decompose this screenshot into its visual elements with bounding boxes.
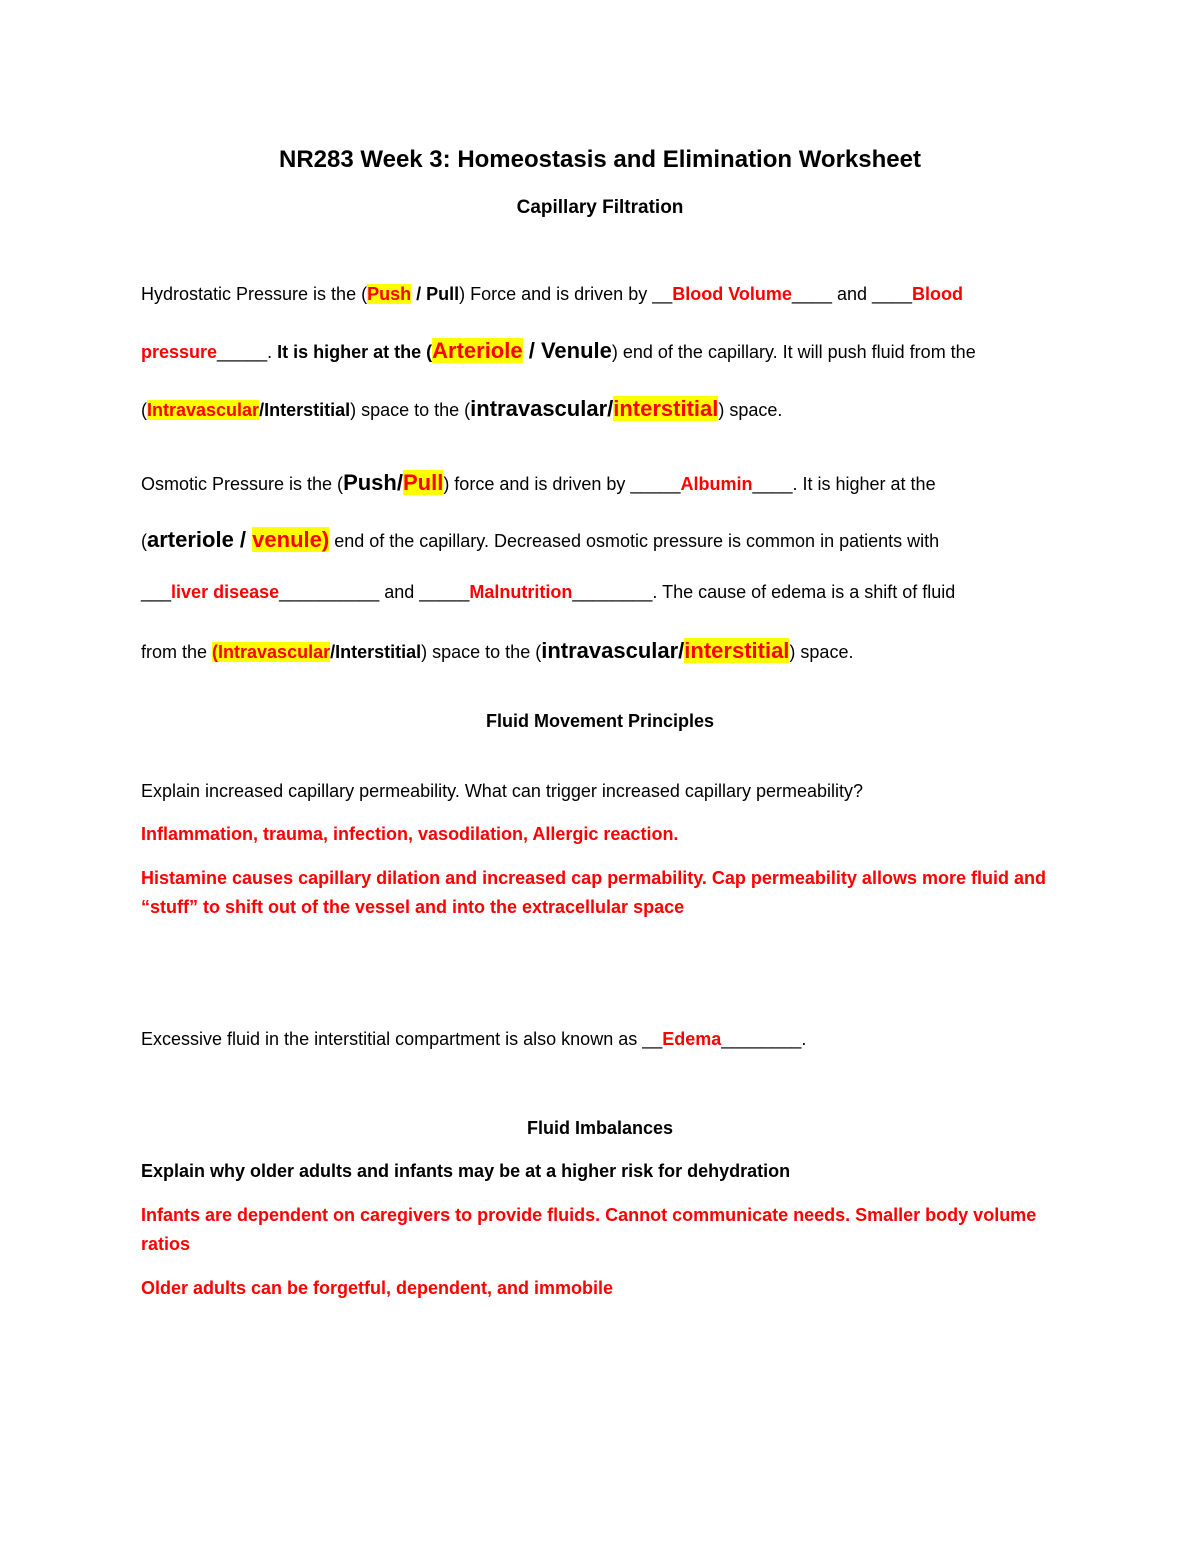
text: ) space to the ( xyxy=(421,642,542,662)
answer-interstitial: interstitial xyxy=(613,396,719,421)
text: from the xyxy=(141,642,213,662)
text: ) end of the capillary. It will push fluid from the xyxy=(611,342,976,362)
option-venule: Venule xyxy=(540,338,612,363)
text: / xyxy=(411,284,427,304)
dehydration-answer-older-adults: Older adults can be forgetful, dependent, and immobile xyxy=(141,1278,614,1298)
option-pull: Pull xyxy=(426,284,460,304)
text: / xyxy=(522,338,541,363)
text: ) space. xyxy=(718,400,783,420)
heading-fluid-movement: Fluid Movement Principles xyxy=(485,711,715,731)
hydrostatic-line-1 xyxy=(141,284,963,306)
option-push: Push/ xyxy=(343,470,403,495)
option-intravascular: intravascular/ xyxy=(541,638,685,663)
osmotic-line-1 xyxy=(141,470,936,496)
text: ________. xyxy=(721,1029,807,1049)
answer-pressure: pressure xyxy=(141,342,218,362)
edema-question xyxy=(141,1029,806,1051)
permeability-answer-1: Inflammation, trauma, infection, vasodilation, Allergic reaction. xyxy=(141,824,679,844)
answer-interstitial: interstitial xyxy=(684,638,790,663)
answer-blood: Blood xyxy=(912,284,964,304)
answer-edema: Edema xyxy=(662,1029,722,1049)
text: / xyxy=(330,642,336,662)
heading-capillary-filtration: Capillary Filtration xyxy=(516,197,684,218)
text: ( xyxy=(141,531,147,551)
text: It is higher at the ( xyxy=(277,342,433,362)
text: ________. The cause of edema is a shift of fluid xyxy=(572,582,956,602)
hydrostatic-line-2 xyxy=(141,338,976,364)
answer-arteriole: Arteriole xyxy=(432,338,523,363)
answer-intravascular: Intravascular xyxy=(147,400,260,420)
text: _____. xyxy=(217,342,278,362)
answer-venule: venule) xyxy=(252,527,330,552)
hydrostatic-line-3 xyxy=(141,396,782,422)
answer-intravascular: (Intravascular xyxy=(212,642,331,662)
text: ) force and is driven by _____ xyxy=(443,474,681,494)
text: ) Force and is driven by __ xyxy=(459,284,673,304)
answer-blood-volume: Blood Volume xyxy=(672,284,792,304)
osmotic-line-2 xyxy=(141,527,939,553)
osmotic-line-4 xyxy=(141,638,853,664)
text: ) space. xyxy=(789,642,854,662)
dehydration-answer-infants: Infants are dependent on caregivers to provide fluids. Cannot communicate needs. Smaller body volume ratios xyxy=(141,1205,1037,1254)
text: ____ and ____ xyxy=(791,284,913,304)
answer-malnutrition: Malnutrition xyxy=(469,582,573,602)
answer-push: Push xyxy=(367,284,412,304)
permeability-answer-2: Histamine causes capillary dilation and increased cap permability. Cap permeability allows more fluid and “stuff” to shift out of the vessel and into the extracellular space xyxy=(141,868,1046,917)
text: Hydrostatic Pressure is the ( xyxy=(141,284,368,304)
heading-fluid-imbalances: Fluid Imbalances xyxy=(526,1118,674,1138)
text: __________ and _____ xyxy=(279,582,470,602)
text: ____. It is higher at the xyxy=(752,474,936,494)
option-interstitial: Interstitial xyxy=(264,400,351,420)
answer-liver-disease: liver disease xyxy=(171,582,280,602)
text: ( xyxy=(141,400,147,420)
text: / xyxy=(259,400,265,420)
text: ___ xyxy=(141,582,172,602)
text: Excessive fluid in the interstitial compartment is also known as __ xyxy=(141,1029,663,1049)
answer-albumin: Albumin xyxy=(680,474,753,494)
answer-pull: Pull xyxy=(402,470,444,495)
dehydration-question: Explain why older adults and infants may be at a higher risk for dehydration xyxy=(141,1161,791,1181)
page-title: NR283 Week 3: Homeostasis and Elimination Worksheet xyxy=(279,146,921,173)
option-intravascular: intravascular/ xyxy=(470,396,614,421)
text: ) space to the ( xyxy=(350,400,471,420)
option-arteriole: arteriole / xyxy=(147,527,253,552)
option-interstitial: Interstitial xyxy=(335,642,422,662)
permeability-question: Explain increased capillary permeability. What can trigger increased capillary permeability? xyxy=(141,781,863,801)
text: end of the capillary. Decreased osmotic pressure is common in patients with xyxy=(329,531,940,551)
osmotic-line-3 xyxy=(141,582,955,604)
text: Osmotic Pressure is the ( xyxy=(141,474,344,494)
